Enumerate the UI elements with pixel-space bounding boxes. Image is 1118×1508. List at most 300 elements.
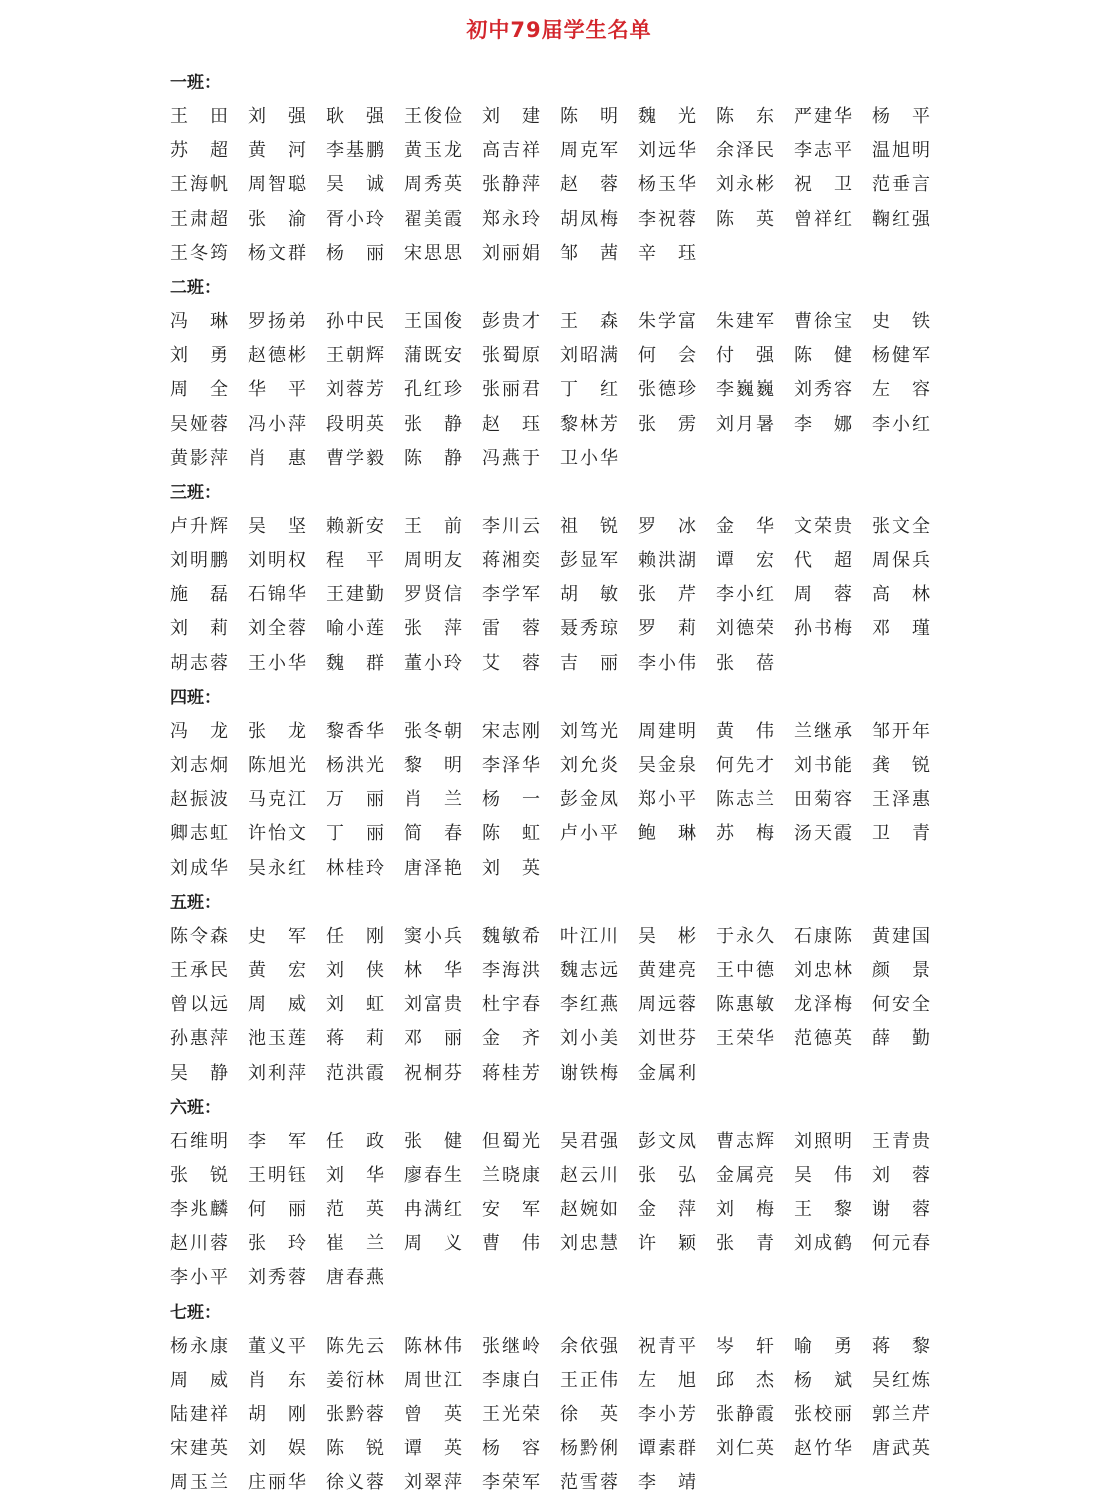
student-name: 卢升辉 — [170, 515, 228, 537]
student-name: 周 全 — [170, 379, 228, 401]
student-name: 周世江 — [404, 1369, 462, 1391]
student-name-grid — [170, 100, 960, 271]
student-name: 赵竹华 — [794, 1438, 852, 1460]
student-name: 杜宇春 — [482, 994, 540, 1016]
student-name: 谭素群 — [638, 1438, 696, 1460]
class-heading: 六班： — [170, 1097, 221, 1118]
student-name: 彭金凤 — [560, 789, 618, 811]
student-name: 祝 卫 — [794, 174, 852, 196]
student-name: 蒋 黎 — [872, 1335, 930, 1357]
student-name: 周 威 — [248, 994, 306, 1016]
student-name: 左 旭 — [638, 1369, 696, 1391]
class-section — [170, 66, 960, 271]
student-list — [170, 66, 960, 1501]
student-name: 李海洪 — [482, 959, 540, 981]
student-name: 曹学毅 — [326, 447, 384, 469]
student-name: 郑小平 — [638, 789, 696, 811]
student-name: 刘 梅 — [716, 1199, 774, 1221]
student-name: 许 颖 — [638, 1233, 696, 1255]
student-name: 彭显军 — [560, 550, 618, 572]
student-name: 魏志远 — [560, 959, 618, 981]
student-name: 刘 侠 — [326, 959, 384, 981]
student-name: 王肃超 — [170, 208, 228, 230]
student-name: 邹开年 — [872, 720, 930, 742]
student-name: 罗 冰 — [638, 515, 696, 537]
student-name: 龙泽梅 — [794, 994, 852, 1016]
student-name: 李康白 — [482, 1369, 540, 1391]
class-heading: 四班： — [170, 687, 221, 708]
student-name: 黄 宏 — [248, 959, 306, 981]
student-name: 李荣军 — [482, 1472, 540, 1494]
student-name: 赵云川 — [560, 1164, 618, 1186]
student-name: 刘 华 — [326, 1164, 384, 1186]
student-name: 蒋桂芳 — [482, 1062, 540, 1084]
student-name: 赵振波 — [170, 789, 228, 811]
student-name: 杨黔俐 — [560, 1438, 618, 1460]
student-name: 耿 强 — [326, 106, 384, 127]
student-name: 薛 勤 — [872, 1028, 930, 1050]
student-name: 刘月暑 — [716, 413, 774, 435]
student-name: 李学军 — [482, 584, 540, 606]
student-name: 鞠红强 — [872, 208, 930, 230]
student-name: 周明友 — [404, 550, 462, 572]
student-name: 胥小玲 — [326, 208, 384, 230]
student-name: 岑 轩 — [716, 1335, 774, 1357]
student-name: 何先才 — [716, 755, 774, 776]
student-name: 魏 群 — [326, 652, 384, 674]
student-name: 张 静 — [404, 413, 462, 435]
student-name: 祖 锐 — [560, 515, 618, 537]
student-name: 张冬朝 — [404, 720, 462, 742]
student-name: 任 政 — [326, 1130, 384, 1152]
student-name: 黄 伟 — [716, 720, 774, 742]
student-name: 董义平 — [248, 1335, 306, 1357]
student-name: 杨 丽 — [326, 242, 384, 264]
student-name: 蒲既安 — [404, 345, 462, 367]
student-name: 何 丽 — [248, 1199, 306, 1221]
student-name: 高吉祥 — [482, 140, 540, 162]
student-name: 周克军 — [560, 140, 618, 162]
student-name: 刘笃光 — [560, 720, 618, 742]
student-name: 王正伟 — [560, 1369, 618, 1391]
student-name: 吉 丽 — [560, 652, 618, 674]
student-name: 肖 东 — [248, 1369, 306, 1391]
student-name: 刘世芬 — [638, 1028, 696, 1050]
student-name: 李红燕 — [560, 994, 618, 1016]
student-name: 黄影萍 — [170, 447, 228, 469]
student-name: 李巍巍 — [716, 379, 774, 401]
student-name: 蒋湘奕 — [482, 550, 540, 572]
student-name: 施 磊 — [170, 584, 228, 606]
student-name: 安 军 — [482, 1199, 540, 1221]
student-name: 窦小兵 — [404, 925, 462, 947]
student-name: 王 田 — [170, 106, 228, 127]
student-name: 肖 兰 — [404, 789, 462, 811]
student-name: 朱学富 — [638, 310, 696, 332]
student-name: 冯小萍 — [248, 413, 306, 435]
student-name: 彭贵才 — [482, 310, 540, 332]
student-name: 刘照明 — [794, 1130, 852, 1152]
student-name-grid — [170, 715, 960, 886]
student-name: 李小芳 — [638, 1404, 696, 1425]
student-name: 谢铁梅 — [560, 1062, 618, 1084]
student-name: 陈 健 — [794, 345, 852, 367]
class-heading: 七班： — [170, 1302, 221, 1323]
student-name: 黎香华 — [326, 720, 384, 742]
student-name: 万 丽 — [326, 789, 384, 811]
student-name: 孙书梅 — [794, 618, 852, 640]
student-name: 张 龙 — [248, 720, 306, 742]
student-name: 张 芹 — [638, 584, 696, 606]
student-name: 刘 英 — [482, 857, 540, 879]
student-name: 刘忠慧 — [560, 1233, 618, 1255]
student-name: 王明钰 — [248, 1164, 306, 1186]
student-name: 杨 斌 — [794, 1369, 852, 1391]
student-name: 兰继承 — [794, 720, 852, 742]
student-name: 于永久 — [716, 925, 774, 947]
student-name: 喻 勇 — [794, 1335, 852, 1357]
student-name: 吴金泉 — [638, 755, 696, 776]
student-name: 刘明鹏 — [170, 550, 228, 572]
student-name: 刘昭满 — [560, 345, 618, 367]
student-name: 罗扬弟 — [248, 310, 306, 332]
student-name: 石康陈 — [794, 925, 852, 947]
student-name: 但蜀光 — [482, 1130, 540, 1152]
student-name: 孙中民 — [326, 310, 384, 332]
student-name: 张文全 — [872, 515, 930, 537]
student-name: 陈 明 — [560, 106, 618, 127]
student-name: 黄建国 — [872, 925, 930, 947]
student-name: 周玉兰 — [170, 1472, 228, 1494]
student-name: 刘秀蓉 — [248, 1267, 306, 1289]
student-name: 谭 英 — [404, 1438, 462, 1460]
student-name: 赖洪湖 — [638, 550, 696, 572]
student-name: 刘书能 — [794, 755, 852, 776]
student-name: 张静霞 — [716, 1404, 774, 1425]
student-name: 徐义蓉 — [326, 1472, 384, 1494]
student-name: 刘志炯 — [170, 755, 228, 776]
student-name: 张 锐 — [170, 1164, 228, 1186]
student-name: 邹 茜 — [560, 242, 618, 264]
student-name: 杨 一 — [482, 789, 540, 811]
student-name: 史 军 — [248, 925, 306, 947]
student-name: 刘仁英 — [716, 1438, 774, 1460]
class-heading: 五班： — [170, 892, 221, 913]
student-name: 龚 锐 — [872, 755, 930, 776]
student-name: 郭兰芹 — [872, 1404, 930, 1425]
student-name: 邱 杰 — [716, 1369, 774, 1391]
student-name: 刘丽娟 — [482, 242, 540, 264]
student-name: 余依强 — [560, 1335, 618, 1357]
student-name: 金属亮 — [716, 1164, 774, 1186]
student-name: 刘 建 — [482, 106, 540, 127]
student-name: 陈先云 — [326, 1335, 384, 1357]
student-name: 周 义 — [404, 1233, 462, 1255]
student-name: 石维明 — [170, 1130, 228, 1152]
student-name: 刘利萍 — [248, 1062, 306, 1084]
student-name: 曾以远 — [170, 994, 228, 1016]
student-name: 邓 丽 — [404, 1028, 462, 1050]
student-name: 姜衍林 — [326, 1369, 384, 1391]
student-name: 赵 珏 — [482, 413, 540, 435]
student-name: 苏 梅 — [716, 823, 774, 845]
student-name: 李小红 — [872, 413, 930, 435]
student-name: 唐泽艳 — [404, 857, 462, 879]
student-name-grid — [170, 510, 960, 681]
student-name: 王国俊 — [404, 310, 462, 332]
class-section — [170, 886, 960, 1091]
student-name: 刘允炎 — [560, 755, 618, 776]
student-name: 高 林 — [872, 584, 930, 606]
student-name: 吴永红 — [248, 857, 306, 879]
class-section — [170, 476, 960, 681]
student-name: 卿志虹 — [170, 823, 228, 845]
student-name: 杨 平 — [872, 106, 930, 127]
student-name: 林桂玲 — [326, 857, 384, 879]
student-name: 池玉莲 — [248, 1028, 306, 1050]
student-name: 刘永彬 — [716, 174, 774, 196]
student-name: 祝桐芬 — [404, 1062, 462, 1084]
student-name: 周建明 — [638, 720, 696, 742]
student-name: 张 健 — [404, 1130, 462, 1152]
student-name: 刘 虹 — [326, 994, 384, 1016]
student-name: 冯燕于 — [482, 447, 540, 469]
student-name: 李 军 — [248, 1130, 306, 1152]
student-name: 王俊俭 — [404, 106, 462, 127]
class-section — [170, 681, 960, 886]
student-name: 何元春 — [872, 1233, 930, 1255]
student-name: 吴 坚 — [248, 515, 306, 537]
student-name: 马克江 — [248, 789, 306, 811]
student-name: 杨洪光 — [326, 755, 384, 776]
student-name: 付 强 — [716, 345, 774, 367]
student-name: 王冬筠 — [170, 242, 228, 264]
student-name: 刘 莉 — [170, 618, 228, 640]
student-name: 黄 河 — [248, 140, 306, 162]
student-name: 丁 红 — [560, 379, 618, 401]
student-name: 陈林伟 — [404, 1335, 462, 1357]
student-name: 苏 超 — [170, 140, 228, 162]
student-name: 黎 明 — [404, 755, 462, 776]
student-name: 李祝蓉 — [638, 208, 696, 230]
student-name: 聂秀琼 — [560, 618, 618, 640]
student-name: 周智聪 — [248, 174, 306, 196]
student-name: 雷 蓉 — [482, 618, 540, 640]
student-name: 周 蓉 — [794, 584, 852, 606]
class-heading: 三班： — [170, 482, 221, 503]
student-name: 李小伟 — [638, 652, 696, 674]
student-name: 李 靖 — [638, 1472, 696, 1494]
student-name: 郑永玲 — [482, 208, 540, 230]
student-name: 曾 英 — [404, 1404, 462, 1425]
class-section — [170, 1296, 960, 1501]
student-name: 冯 琳 — [170, 310, 228, 332]
student-name-grid — [170, 1330, 960, 1501]
student-name: 谢 蓉 — [872, 1199, 930, 1221]
student-name: 彭文凤 — [638, 1130, 696, 1152]
student-name: 李川云 — [482, 515, 540, 537]
class-heading: 二班： — [170, 277, 221, 298]
student-name: 吴 静 — [170, 1062, 228, 1084]
student-name: 陈 英 — [716, 208, 774, 230]
student-name: 罗 莉 — [638, 618, 696, 640]
page-title: 初中79届学生名单 — [466, 18, 652, 42]
student-name: 孔红珍 — [404, 379, 462, 401]
student-name: 刘 强 — [248, 106, 306, 127]
student-name: 吴 彬 — [638, 925, 696, 947]
student-name: 陈 锐 — [326, 1438, 384, 1460]
student-name: 杨健军 — [872, 345, 930, 367]
student-name: 宋建英 — [170, 1438, 228, 1460]
student-name: 李志平 — [794, 140, 852, 162]
student-name: 余泽民 — [716, 140, 774, 162]
student-name: 王 黎 — [794, 1199, 852, 1221]
student-name: 温旭明 — [872, 140, 930, 162]
student-name: 许怡文 — [248, 823, 306, 845]
student-name: 刘成华 — [170, 857, 228, 879]
student-name: 刘明权 — [248, 550, 306, 572]
student-name: 唐武英 — [872, 1438, 930, 1460]
student-name: 李小平 — [170, 1267, 228, 1289]
student-name: 张 萍 — [404, 618, 462, 640]
student-name: 刘富贵 — [404, 994, 462, 1016]
student-name: 廖春生 — [404, 1164, 462, 1186]
student-name: 曾祥红 — [794, 208, 852, 230]
student-name: 段明英 — [326, 413, 384, 435]
class-heading: 一班： — [170, 73, 221, 93]
student-name: 胡 刚 — [248, 1404, 306, 1425]
student-name-grid — [170, 1125, 960, 1296]
student-name: 张 青 — [716, 1233, 774, 1255]
student-name: 冯 龙 — [170, 720, 228, 742]
student-name: 董小玲 — [404, 652, 462, 674]
student-name: 周秀英 — [404, 174, 462, 196]
student-name: 祝青平 — [638, 1335, 696, 1357]
student-name: 艾 蓉 — [482, 652, 540, 674]
student-name: 赵川蓉 — [170, 1233, 228, 1255]
student-name: 范 英 — [326, 1199, 384, 1221]
class-section — [170, 1091, 960, 1296]
student-name: 李兆麟 — [170, 1199, 228, 1221]
student-name: 王青贵 — [872, 1130, 930, 1152]
student-name: 陈 虹 — [482, 823, 540, 845]
student-name: 胡志蓉 — [170, 652, 228, 674]
student-name: 张 玲 — [248, 1233, 306, 1255]
student-name: 陈令森 — [170, 925, 228, 947]
student-name: 罗贤信 — [404, 584, 462, 606]
student-name: 张继岭 — [482, 1335, 540, 1357]
student-name: 卫小华 — [560, 447, 618, 469]
student-name: 宋思思 — [404, 242, 462, 264]
student-name: 陈惠敏 — [716, 994, 774, 1016]
student-name: 辛 珏 — [638, 242, 696, 264]
student-name: 周远蓉 — [638, 994, 696, 1016]
student-name: 严建华 — [794, 106, 852, 127]
student-name: 田菊容 — [794, 789, 852, 811]
student-name: 陈 静 — [404, 447, 462, 469]
student-name: 王中德 — [716, 959, 774, 981]
student-name: 张 渝 — [248, 208, 306, 230]
student-name: 徐 英 — [560, 1404, 618, 1425]
student-name: 何 会 — [638, 345, 696, 367]
student-name: 蒋 莉 — [326, 1028, 384, 1050]
student-name: 金 齐 — [482, 1028, 540, 1050]
student-name: 张德珍 — [638, 379, 696, 401]
student-name: 赵德彬 — [248, 345, 306, 367]
student-name: 张丽君 — [482, 379, 540, 401]
student-name: 林 华 — [404, 959, 462, 981]
student-name: 张蜀原 — [482, 345, 540, 367]
student-name: 卫 青 — [872, 823, 930, 845]
student-name: 张 蓓 — [716, 652, 774, 674]
student-name: 赵 蓉 — [560, 174, 618, 196]
student-name: 刘德荣 — [716, 618, 774, 640]
student-name: 吴君强 — [560, 1130, 618, 1152]
student-name: 吴 伟 — [794, 1164, 852, 1186]
student-name: 张校丽 — [794, 1404, 852, 1425]
student-name: 魏敏希 — [482, 925, 540, 947]
student-name: 翟美霞 — [404, 208, 462, 230]
student-name: 周 威 — [170, 1369, 228, 1391]
student-name: 刘翠萍 — [404, 1472, 462, 1494]
student-name: 黎林芳 — [560, 413, 618, 435]
student-name: 吴红炼 — [872, 1369, 930, 1391]
student-name: 宋志刚 — [482, 720, 540, 742]
student-name: 刘小美 — [560, 1028, 618, 1050]
student-name: 曹志辉 — [716, 1130, 774, 1152]
student-name: 文荣贵 — [794, 515, 852, 537]
student-name: 肖 惠 — [248, 447, 306, 469]
student-name: 赵婉如 — [560, 1199, 618, 1221]
student-name: 王 前 — [404, 515, 462, 537]
student-name: 陈旭光 — [248, 755, 306, 776]
student-name: 简 春 — [404, 823, 462, 845]
student-name: 曹徐宝 — [794, 310, 852, 332]
student-name: 兰晓康 — [482, 1164, 540, 1186]
student-name: 石锦华 — [248, 584, 306, 606]
student-name: 金属利 — [638, 1062, 696, 1084]
student-name: 喻小莲 — [326, 618, 384, 640]
student-name: 范洪霞 — [326, 1062, 384, 1084]
student-name: 王泽惠 — [872, 789, 930, 811]
student-name: 魏 光 — [638, 106, 696, 127]
student-name: 王海帆 — [170, 174, 228, 196]
student-name: 刘远华 — [638, 140, 696, 162]
student-name: 李小红 — [716, 584, 774, 606]
student-name: 邓 瑾 — [872, 618, 930, 640]
student-name-grid — [170, 305, 960, 476]
student-name: 张静萍 — [482, 174, 540, 196]
student-name: 丁 丽 — [326, 823, 384, 845]
student-name: 刘 勇 — [170, 345, 228, 367]
student-name: 张 雳 — [638, 413, 696, 435]
student-name: 崔 兰 — [326, 1233, 384, 1255]
student-name: 汤天霞 — [794, 823, 852, 845]
student-name: 刘成鹤 — [794, 1233, 852, 1255]
student-name: 刘全蓉 — [248, 618, 306, 640]
student-name: 杨玉华 — [638, 174, 696, 196]
student-name: 孙惠萍 — [170, 1028, 228, 1050]
student-name: 王光荣 — [482, 1404, 540, 1425]
student-name: 叶江川 — [560, 925, 618, 947]
student-name: 张黔蓉 — [326, 1404, 384, 1425]
student-name: 冉满红 — [404, 1199, 462, 1221]
student-name: 朱建军 — [716, 310, 774, 332]
student-name: 范垂言 — [872, 174, 930, 196]
student-name: 范德英 — [794, 1028, 852, 1050]
student-name: 杨永康 — [170, 1335, 228, 1357]
student-name: 华 平 — [248, 379, 306, 401]
